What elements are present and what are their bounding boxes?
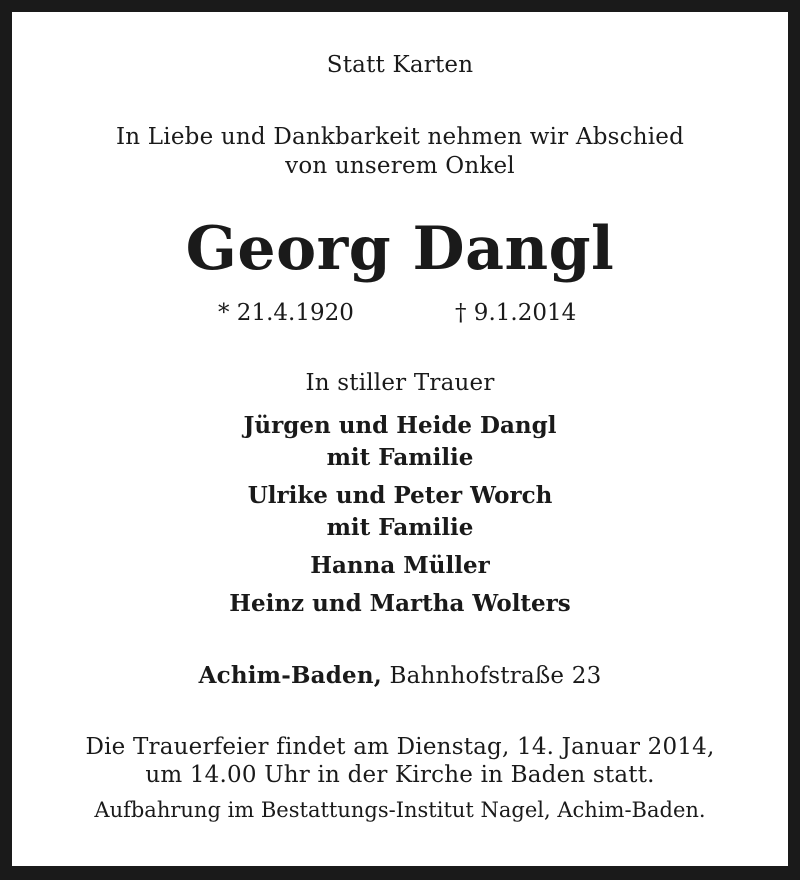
mourners-heading: In stiller Trauer xyxy=(305,370,495,396)
intro-line-2: von unserem Onkel xyxy=(285,153,515,179)
statt-karten-text: Statt Karten xyxy=(326,52,474,78)
mourner-line: Jürgen und Heide Dangl xyxy=(243,412,557,439)
mourner-line: Hanna Müller xyxy=(310,552,490,579)
funeral-line-3: Aufbahrung im Bestattungs-Institut Nagel, Achim-Baden. xyxy=(94,798,706,822)
funeral-line-1: Die Trauerfeier findet am Dienstag, 14. Januar 2014, xyxy=(85,734,715,760)
birth-date: * 21.4.1920 xyxy=(218,300,354,326)
address-street: Bahnhofstraße 23 xyxy=(389,663,602,689)
deceased-name: Georg Dangl xyxy=(185,214,615,284)
mourner-line: mit Familie xyxy=(326,514,474,541)
mourner-line: Heinz und Martha Wolters xyxy=(229,590,571,617)
funeral-line-2: um 14.00 Uhr in der Kirche in Baden statt. xyxy=(145,762,655,788)
mourner-line: mit Familie xyxy=(326,444,474,471)
death-date: † 9.1.2014 xyxy=(455,300,577,326)
life-dates xyxy=(0,300,800,330)
intro-line-1: In Liebe und Dankbarkeit nehmen wir Abschied xyxy=(116,124,684,150)
address xyxy=(0,662,800,689)
address-place: Achim-Baden, xyxy=(198,662,382,689)
mourner-line: Ulrike und Peter Worch xyxy=(247,482,553,509)
